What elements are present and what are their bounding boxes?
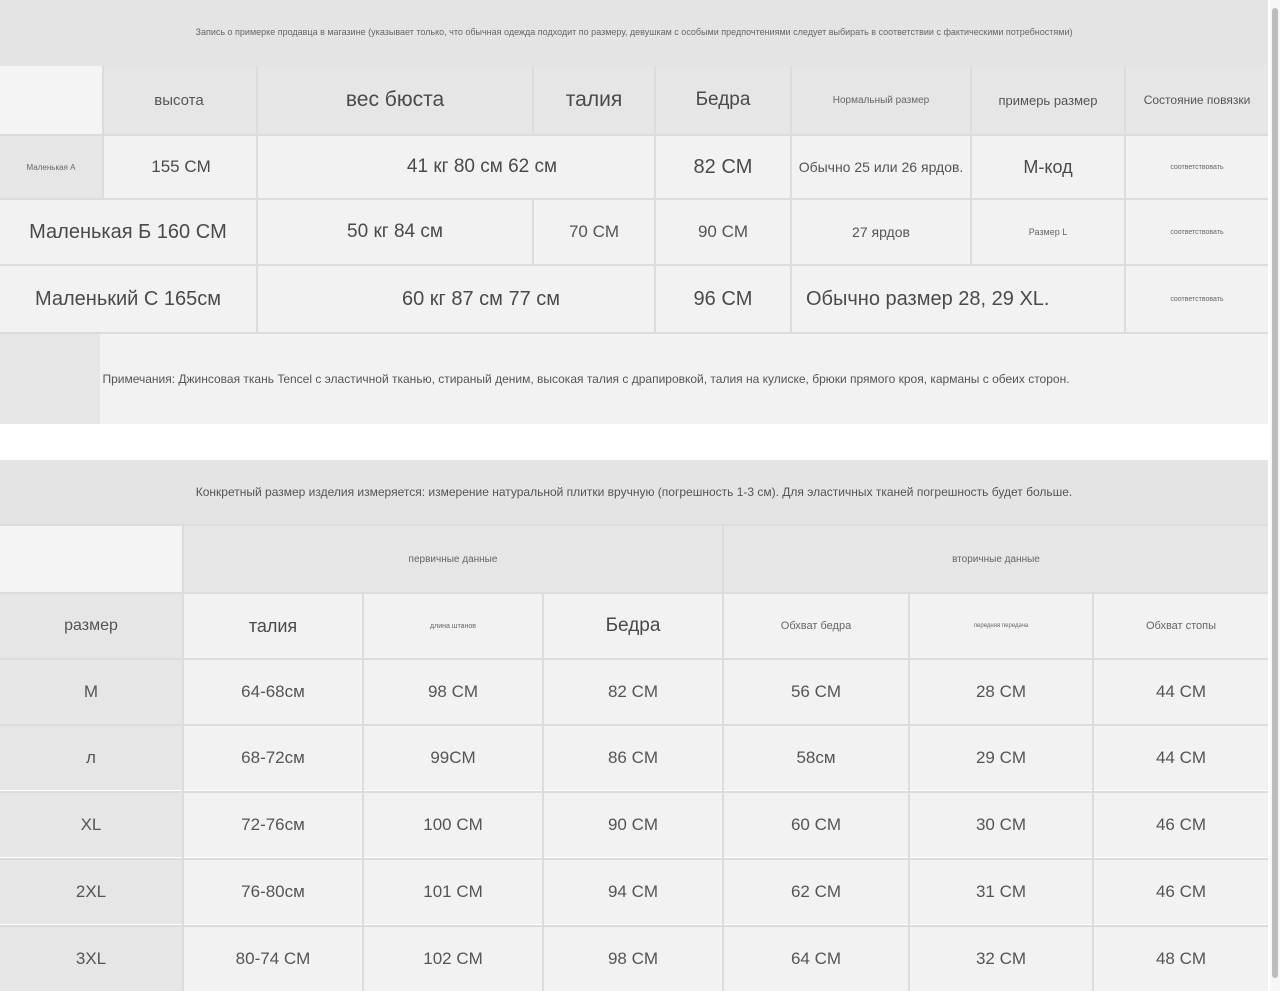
cell-waist: 76-80см xyxy=(241,882,305,901)
row2-waist: 70 CM xyxy=(568,222,620,241)
cell-foot: 46 CM xyxy=(1155,882,1207,901)
header-hips: Бедра xyxy=(656,66,790,134)
header-foot: Обхват стопы xyxy=(1145,620,1217,632)
top-sep xyxy=(102,66,104,134)
header-waist: талия xyxy=(534,66,654,134)
bottom-hsep xyxy=(0,791,1268,793)
cell-foot: 48 CM xyxy=(1155,949,1207,968)
cell-size: 3XL xyxy=(0,927,182,991)
cell-front-rise: 31 CM xyxy=(975,882,1027,901)
cell-hips: 82 CM xyxy=(607,682,659,701)
header-trouser-length: длина штанов xyxy=(430,622,476,630)
cell-hips: 86 CM xyxy=(607,748,659,767)
notes-text: Примечания: Джинсовая ткань Tencel с эластичной тканью, стираный деним, высокая талия с драпировкой, талия на кулиске, брюки прямого кроя, карманы с обеих сторон. xyxy=(102,372,1070,386)
row2-normal-size: 27 ярдов xyxy=(852,224,910,240)
row1-model: Маленькая А xyxy=(0,136,102,198)
row3-weight-bust-waist: 60 кг 87 см 77 см xyxy=(401,287,561,310)
header-normal-size: Нормальный размер xyxy=(792,66,970,134)
row2-bandage: соответствовать xyxy=(1170,228,1224,236)
cell-thigh: 60 CM xyxy=(790,815,842,834)
cell-waist: 68-72см xyxy=(241,748,305,767)
header-bandage: Состояние повязки xyxy=(1126,66,1268,134)
row3-normal-size: Обычно размер 28, 29 XL. xyxy=(806,287,1050,310)
row1-weight-bust-waist: 41 кг 80 см 62 см xyxy=(406,156,558,177)
row3-model-height: Маленький С 165см xyxy=(34,287,222,310)
row3-bandage: соответствовать xyxy=(1170,295,1224,303)
top-table-caption: Запись о примерке продавца в магазине (указывает только, что обычная одежда подходит по размеру, девушкам с особыми предпочтениями следует выбирать в соответствии с фактическими потребностями) xyxy=(195,27,1073,37)
bottom-hsep xyxy=(0,658,1268,660)
group-header-corner xyxy=(0,526,182,592)
cell-length: 102 CM xyxy=(423,949,483,968)
cell-length: 100 CM xyxy=(423,815,483,834)
cell-foot: 44 CM xyxy=(1155,682,1207,701)
group-primary: первичные данные xyxy=(184,526,722,592)
header-weight-bust: вес бюста xyxy=(258,66,532,134)
row2-model-height: Маленькая Б 160 CM xyxy=(29,220,227,243)
cell-waist: 80-74 CM xyxy=(235,949,311,968)
cell-hips: 90 CM xyxy=(607,815,659,834)
row2-try-size: Размер L xyxy=(1028,227,1068,237)
bottom-hsep xyxy=(0,592,1268,594)
row3-hips: 96 CM xyxy=(693,287,753,310)
top-header-corner xyxy=(0,66,102,134)
cell-thigh: 64 CM xyxy=(790,949,842,968)
top-sep xyxy=(970,66,972,264)
row1-height: 155 CM xyxy=(151,157,211,176)
header-height: высота xyxy=(102,66,256,134)
scrollbar-thumb[interactable] xyxy=(1272,8,1278,978)
cell-size: 2XL xyxy=(0,860,182,924)
row2-weight-bust: 50 кг 84 см xyxy=(347,221,443,242)
header-size: размер xyxy=(0,594,182,658)
cell-size: XL xyxy=(0,793,182,857)
top-sep xyxy=(102,136,104,198)
row1-hips: 82 CM xyxy=(693,155,753,178)
cell-waist: 72-76см xyxy=(241,815,305,834)
cell-size: M xyxy=(0,660,182,724)
row1-bandage: соответствовать xyxy=(1170,163,1224,171)
bottom-hsep xyxy=(0,858,1268,860)
bottom-hsep xyxy=(0,724,1268,726)
cell-thigh: 58см xyxy=(796,748,836,767)
cell-front-rise: 32 CM xyxy=(975,949,1027,968)
bottom-hsep xyxy=(0,524,1268,526)
group-secondary: вторичные данные xyxy=(724,526,1268,592)
top-sep xyxy=(532,200,534,264)
row1-normal-size: Обычно 25 или 26 ярдов. xyxy=(798,159,964,175)
cell-length: 98 CM xyxy=(427,682,479,701)
top-hsep xyxy=(0,198,1268,200)
cell-size: л xyxy=(0,726,182,790)
top-hsep xyxy=(0,332,1268,334)
cell-thigh: 62 CM xyxy=(790,882,842,901)
cell-foot: 46 CM xyxy=(1155,815,1207,834)
top-hsep xyxy=(0,264,1268,266)
cell-front-rise: 28 CM xyxy=(975,682,1027,701)
row2-hips: 90 CM xyxy=(697,222,749,241)
cell-hips: 94 CM xyxy=(607,882,659,901)
cell-length: 101 CM xyxy=(423,882,483,901)
cell-foot: 44 CM xyxy=(1155,748,1207,767)
header-b-hips: Бедра xyxy=(605,615,661,636)
cell-waist: 64-68см xyxy=(241,682,305,701)
cell-front-rise: 29 CM xyxy=(975,748,1027,767)
bottom-hsep xyxy=(0,925,1268,927)
top-sep xyxy=(532,66,534,134)
cell-hips: 98 CM xyxy=(607,949,659,968)
bottom-table-caption: Конкретный размер изделия измеряется: измерение натуральной плитки вручную (погрешность 1-3 см). Для эластичных тканей погрешность будет больше. xyxy=(195,485,1073,499)
bottom-sep xyxy=(182,526,184,991)
cell-thigh: 56 CM xyxy=(790,682,842,701)
header-thigh: Обхват бедра xyxy=(780,620,852,632)
header-b-waist: талия xyxy=(248,615,298,636)
header-try-size: примерь размер xyxy=(972,66,1124,134)
cell-front-rise: 30 CM xyxy=(975,815,1027,834)
bottom-sep xyxy=(722,526,724,991)
cell-length: 99CM xyxy=(430,748,476,767)
header-front-rise: передняя передача xyxy=(973,623,1029,629)
top-hsep xyxy=(0,134,1268,136)
row1-try-size: М-код xyxy=(1023,156,1073,177)
